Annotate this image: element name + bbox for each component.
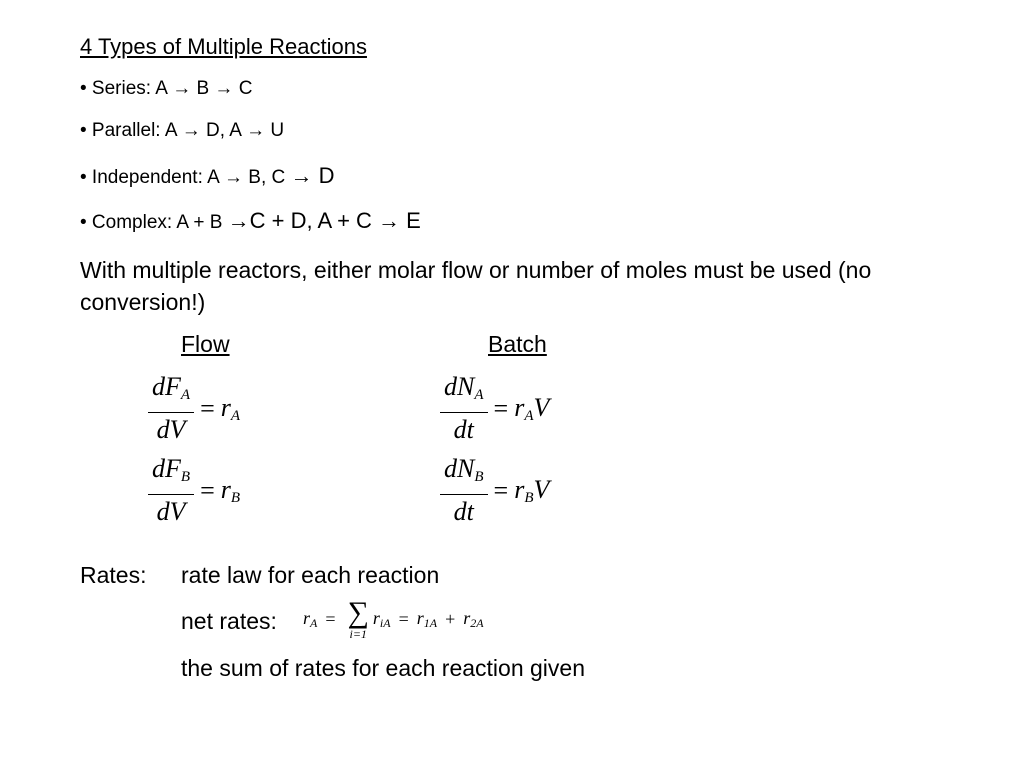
fraction [148, 372, 194, 445]
bullet-series-equation: A → B → C [155, 78, 253, 99]
summation-symbol: ∑ i=1 [347, 596, 369, 641]
flow-heading: Flow [181, 331, 230, 357]
batch-heading: Batch [488, 331, 547, 357]
bullet-parallel [80, 120, 284, 142]
net-rate-term-2a: r2A [463, 607, 484, 630]
flow-equation-a [148, 372, 240, 445]
equals-sign: = [398, 608, 409, 629]
bullet-parallel-label: • Parallel: [80, 120, 165, 141]
rates-line-net-rates: net rates: [181, 608, 277, 634]
rhs: $r_AV$ [514, 392, 550, 424]
net-rate-equation [303, 598, 484, 640]
equals-sign: = [325, 608, 336, 629]
rhs: $r_BV$ [514, 474, 550, 506]
bullet-series-label: • Series: [80, 78, 156, 99]
bullet-independent-label: • Independent: [80, 167, 208, 188]
equals-sign: = [200, 475, 215, 505]
fraction [440, 454, 488, 527]
bullet-complex-label: • Complex: [80, 212, 177, 233]
rhs: $r_A$ [220, 392, 241, 424]
net-rate-lhs: rA [303, 607, 318, 630]
rates-line-rate-law: rate law for each reaction [181, 562, 440, 588]
fraction [148, 454, 194, 527]
batch-equation-b [440, 454, 549, 527]
bullet-parallel-equation: A → D, A → U [164, 120, 285, 141]
net-rate-term-ia: riA [372, 607, 391, 630]
denominator: dV [156, 497, 186, 526]
batch-equation-a [440, 372, 549, 445]
flow-equation-b [148, 454, 240, 527]
page-title: 4 Types of Multiple Reactions [80, 34, 367, 59]
denominator: dV [156, 415, 186, 444]
bullet-complex-equation-a: A + B [176, 212, 228, 233]
numerator: $dF_B$ [148, 454, 194, 495]
numerator: $dN_A$ [440, 372, 488, 413]
denominator: dt [453, 497, 474, 526]
numerator: $dN_B$ [440, 454, 488, 495]
bullet-complex-equation-b: →C + D, A + C → E [227, 208, 421, 233]
fraction [440, 372, 488, 445]
bullet-independent-equation-a: A → B, C [207, 167, 291, 188]
bullet-independent-equation-b: → D [290, 163, 335, 188]
net-rate-term-1a: r1A [416, 607, 438, 630]
numerator: $dF_A$ [148, 372, 194, 413]
equals-sign: = [200, 393, 215, 423]
bullet-complex [80, 208, 421, 234]
bullet-series [80, 78, 252, 100]
equals-sign: = [493, 475, 509, 505]
plus-sign: + [445, 608, 456, 629]
bullet-independent [80, 163, 335, 189]
rhs: $r_B$ [220, 474, 241, 506]
rates-line-sum: the sum of rates for each reaction given [181, 655, 585, 681]
denominator: dt [453, 415, 474, 444]
rates-label: Rates: [80, 562, 147, 588]
conversion-note: With multiple reactors, either molar flow or number of moles must be used (no conversion!) [80, 257, 872, 315]
equals-sign: = [493, 393, 509, 423]
